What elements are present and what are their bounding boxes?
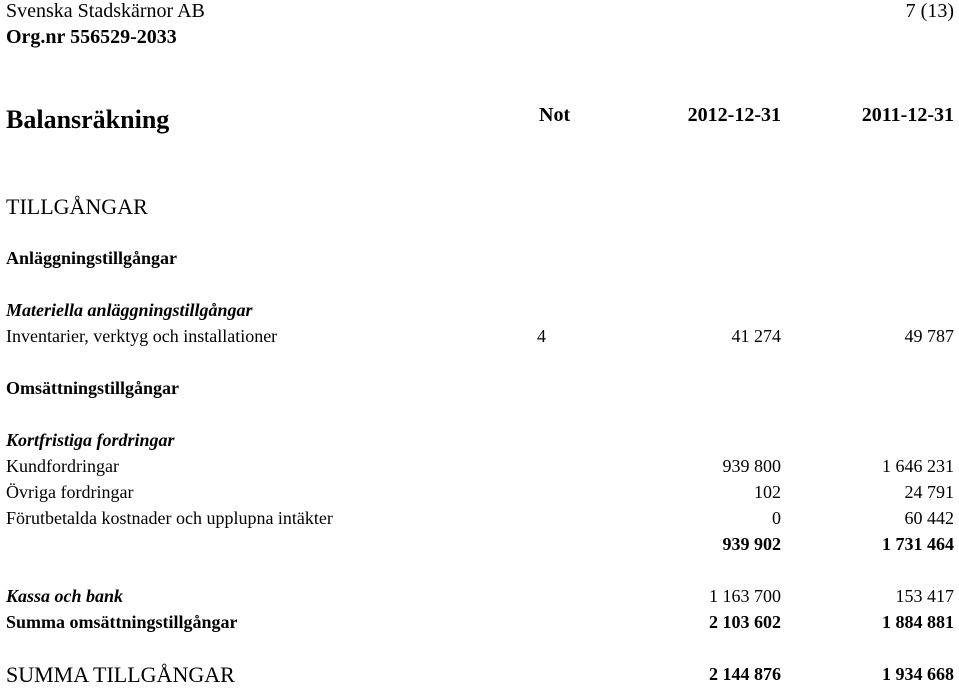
row-value-2012: 0 xyxy=(772,508,781,528)
section-tillgangar: TILLGÅNGAR xyxy=(6,194,148,219)
grand-total-value-2011: 1 934 668 xyxy=(882,664,954,684)
total-value-2011: 1 884 881 xyxy=(882,612,954,632)
column-header-2012: 2012-12-31 xyxy=(687,104,781,126)
row-note-inventarier: 4 xyxy=(537,326,546,346)
row-label-summa-omsattning: Summa omsättningstillgångar xyxy=(6,612,238,632)
row-value-2012: 1 163 700 xyxy=(709,586,781,606)
subtotal-value-2012: 939 902 xyxy=(722,534,781,554)
row-label-kassa: Kassa och bank xyxy=(6,586,124,606)
row-value-2012: 939 800 xyxy=(722,456,781,476)
section-anlaggningstillgangar: Anläggningstillgångar xyxy=(6,248,178,268)
column-header-not: Not xyxy=(539,104,571,126)
total-value-2012: 2 103 602 xyxy=(709,612,781,632)
row-label-inventarier: Inventarier, verktyg och installationer xyxy=(6,326,278,346)
row-value-2011: 49 787 xyxy=(904,326,954,346)
grand-total-value-2012: 2 144 876 xyxy=(709,664,781,684)
row-value-2011: 24 791 xyxy=(904,482,954,502)
org-number: Org.nr 556529-2033 xyxy=(6,26,177,48)
row-label-ovriga: Övriga fordringar xyxy=(6,482,134,502)
row-value-2011: 153 417 xyxy=(895,586,954,606)
page-title: Balansräkning xyxy=(6,105,170,134)
subtotal-value-2011: 1 731 464 xyxy=(882,534,954,554)
section-omsattningstillgangar: Omsättningstillgångar xyxy=(6,378,180,398)
row-label-kundfordringar: Kundfordringar xyxy=(6,456,119,476)
row-value-2012: 102 xyxy=(754,482,781,502)
section-kortfristiga: Kortfristiga fordringar xyxy=(6,430,175,450)
section-materiella: Materiella anläggningstillgångar xyxy=(6,300,253,320)
column-header-2011: 2011-12-31 xyxy=(861,104,954,126)
row-value-2011: 60 442 xyxy=(904,508,954,528)
company-name: Svenska Stadskärnor AB xyxy=(6,0,205,22)
row-label-summa-tillgangar: SUMMA TILLGÅNGAR xyxy=(6,662,235,687)
row-value-2011: 1 646 231 xyxy=(882,456,954,476)
page-number: 7 (13) xyxy=(905,0,954,22)
row-label-forutbetalda: Förutbetalda kostnader och upplupna intäkter xyxy=(6,508,333,528)
row-value-2012: 41 274 xyxy=(731,326,781,346)
